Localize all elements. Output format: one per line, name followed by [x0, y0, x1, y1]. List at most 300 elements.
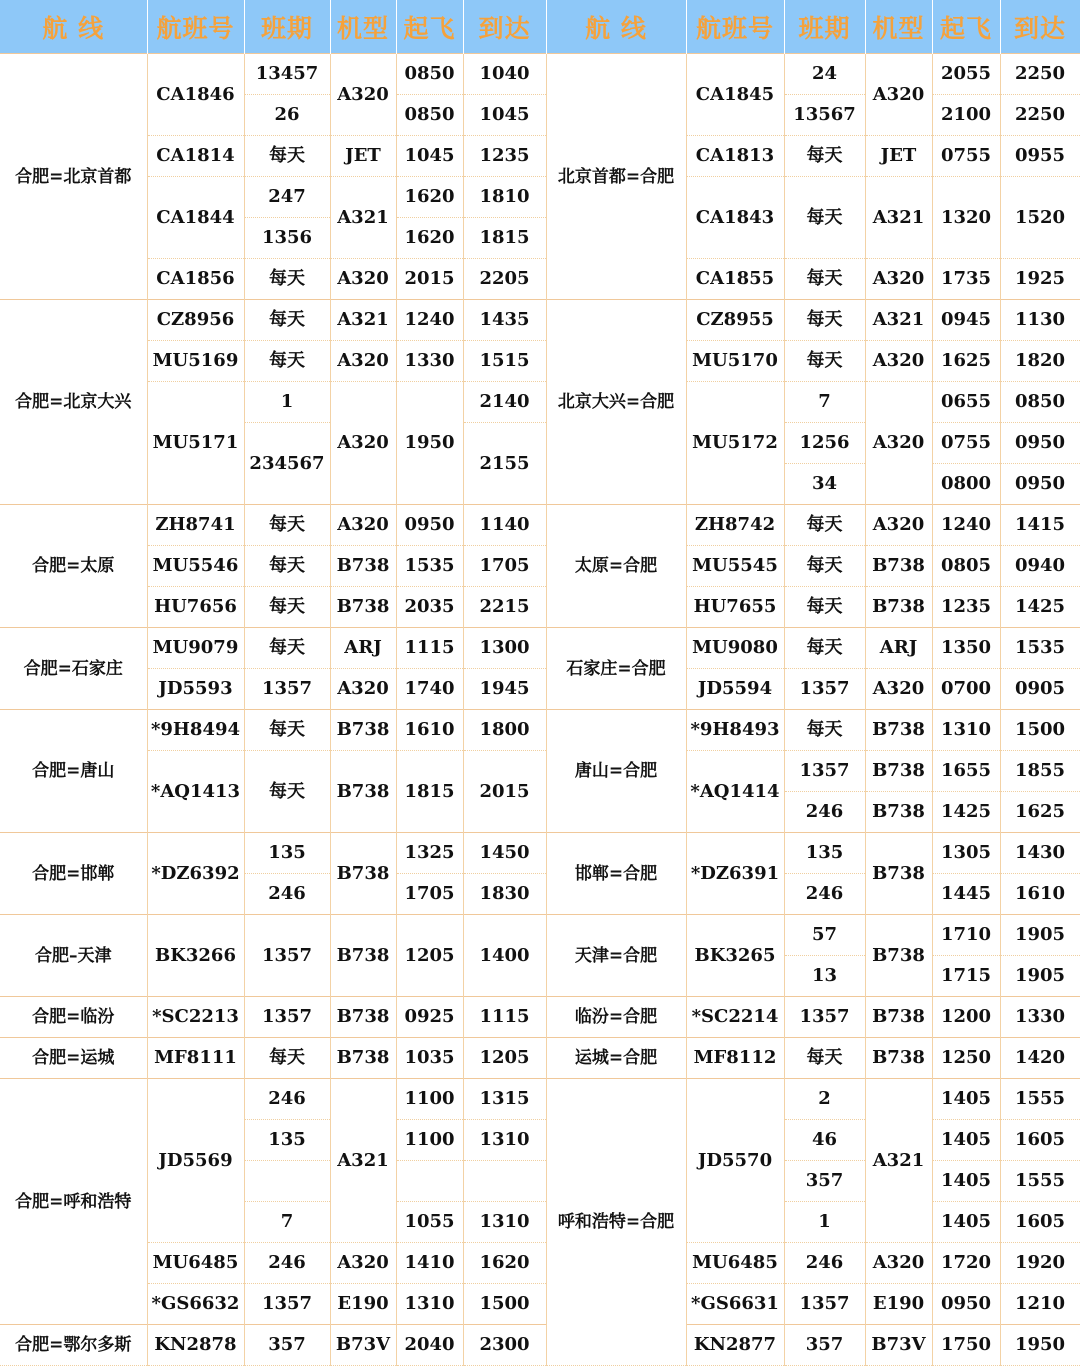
aircraft-cell: A321 — [865, 300, 932, 341]
aircraft-cell: B738 — [330, 1038, 396, 1079]
route-cell: 合肥=临汾 — [0, 997, 147, 1038]
days-cell: 135 — [244, 1120, 330, 1161]
aircraft-cell: B738 — [865, 915, 932, 997]
arrive-cell: 1515 — [463, 341, 546, 382]
table-row — [0, 710, 1080, 751]
table-row — [0, 751, 1080, 792]
days-cell: 每天 — [244, 259, 330, 300]
days-cell: 每天 — [244, 136, 330, 177]
depart-cell: 1305 — [932, 833, 1000, 874]
depart-cell: 1325 — [396, 833, 463, 874]
days-cell: 357 — [244, 1325, 330, 1366]
depart-cell: 0950 — [932, 1284, 1000, 1325]
arrive-cell: 1555 — [1000, 1161, 1080, 1202]
depart-cell: 1625 — [932, 341, 1000, 382]
aircraft-cell: A320 — [865, 341, 932, 382]
depart-cell: 1405 — [932, 1161, 1000, 1202]
days-cell: 1357 — [784, 751, 865, 792]
days-cell: 13457 — [244, 54, 330, 95]
depart-cell: 0850 — [396, 95, 463, 136]
table-row — [0, 628, 1080, 669]
header-route: 航 线 — [0, 0, 147, 54]
flight-cell: MU5169 — [147, 341, 244, 382]
arrive-cell: 1210 — [1000, 1284, 1080, 1325]
flight-cell: JD5570 — [686, 1079, 784, 1243]
depart-cell: 1405 — [932, 1202, 1000, 1243]
flight-cell: JD5569 — [147, 1079, 244, 1243]
days-cell: 135 — [244, 833, 330, 874]
table-row — [0, 669, 1080, 710]
days-cell: 每天 — [244, 341, 330, 382]
aircraft-cell: A320 — [330, 669, 396, 710]
depart-cell: 1620 — [396, 218, 463, 259]
header-aircraft-return: 机型 — [865, 0, 932, 54]
aircraft-cell: B738 — [865, 751, 932, 792]
table-row — [0, 587, 1080, 628]
flight-cell: CA1845 — [686, 54, 784, 136]
arrive-cell: 1500 — [1000, 710, 1080, 751]
route-cell: 合肥–天津 — [0, 915, 147, 997]
aircraft-cell: B738 — [865, 546, 932, 587]
days-cell: 每天 — [244, 587, 330, 628]
depart-cell: 2100 — [932, 95, 1000, 136]
arrive-cell: 1855 — [1000, 751, 1080, 792]
days-cell: 1 — [244, 382, 330, 423]
days-cell: 每天 — [784, 259, 865, 300]
arrive-cell: 1415 — [1000, 505, 1080, 546]
arrive-cell: 2250 — [1000, 54, 1080, 95]
days-cell: 135 — [784, 833, 865, 874]
days-cell: 每天 — [784, 505, 865, 546]
flight-cell: CA1813 — [686, 136, 784, 177]
days-cell: 246 — [244, 1243, 330, 1284]
days-cell: 每天 — [244, 710, 330, 751]
days-cell: 每天 — [784, 136, 865, 177]
days-cell: 34 — [784, 464, 865, 505]
depart-cell: 1035 — [396, 1038, 463, 1079]
arrive-cell: 0905 — [1000, 669, 1080, 710]
depart-cell: 1405 — [932, 1079, 1000, 1120]
depart-cell: 0755 — [932, 423, 1000, 464]
flight-cell: JD5593 — [147, 669, 244, 710]
arrive-cell: 1520 — [1000, 177, 1080, 259]
depart-cell: 1425 — [932, 792, 1000, 833]
arrive-cell: 1450 — [463, 833, 546, 874]
arrive-cell: 1425 — [1000, 587, 1080, 628]
depart-cell: 1610 — [396, 710, 463, 751]
arrive-cell: 1555 — [1000, 1079, 1080, 1120]
flight-cell: MU9079 — [147, 628, 244, 669]
depart-cell: 1100 — [396, 1079, 463, 1120]
arrive-cell: 2015 — [463, 751, 546, 833]
depart-cell: 1205 — [396, 915, 463, 997]
flight-cell: *9H8494 — [147, 710, 244, 751]
flight-cell: MU5170 — [686, 341, 784, 382]
days-cell: 1357 — [244, 1284, 330, 1325]
route-cell: 北京大兴=合肥 — [546, 300, 686, 505]
flight-cell: CA1846 — [147, 54, 244, 136]
flight-cell: ZH8742 — [686, 505, 784, 546]
days-cell: 7 — [784, 382, 865, 423]
depart-cell: 0945 — [932, 300, 1000, 341]
depart-cell: 1310 — [932, 710, 1000, 751]
aircraft-cell: B738 — [330, 546, 396, 587]
depart-cell: 1750 — [932, 1325, 1000, 1366]
flight-cell: CA1814 — [147, 136, 244, 177]
flight-cell: KN2877 — [686, 1325, 784, 1366]
route-cell: 唐山=合肥 — [546, 710, 686, 833]
depart-cell: 1710 — [932, 915, 1000, 956]
days-cell: 246 — [244, 1079, 330, 1120]
days-cell: 每天 — [244, 628, 330, 669]
route-cell: 呼和浩特=合肥 — [546, 1079, 686, 1366]
route-cell: 太原=合肥 — [546, 505, 686, 628]
depart-cell: 1815 — [396, 751, 463, 833]
aircraft-cell: B73V — [330, 1325, 396, 1366]
depart-cell: 1720 — [932, 1243, 1000, 1284]
arrive-cell: 1610 — [1000, 874, 1080, 915]
depart-cell: 1735 — [932, 259, 1000, 300]
flight-cell: BK3265 — [686, 915, 784, 997]
arrive-cell: 2215 — [463, 587, 546, 628]
days-cell: 1356 — [244, 218, 330, 259]
arrive-cell: 0955 — [1000, 136, 1080, 177]
flight-cell: *AQ1414 — [686, 751, 784, 833]
arrive-cell: 1815 — [463, 218, 546, 259]
arrive-cell: 1625 — [1000, 792, 1080, 833]
days-cell: 每天 — [784, 341, 865, 382]
days-cell: 26 — [244, 95, 330, 136]
arrive-cell: 2140 — [463, 382, 546, 423]
aircraft-cell: A320 — [865, 505, 932, 546]
flight-cell: *AQ1413 — [147, 751, 244, 833]
depart-cell-empty — [396, 1161, 463, 1202]
arrive-cell: 1040 — [463, 54, 546, 95]
depart-cell: 1740 — [396, 669, 463, 710]
depart-cell: 1240 — [932, 505, 1000, 546]
depart-cell: 1445 — [932, 874, 1000, 915]
days-cell: 357 — [784, 1325, 865, 1366]
header-depart: 起飞 — [396, 0, 463, 54]
flight-cell: CA1843 — [686, 177, 784, 259]
depart-cell: 2040 — [396, 1325, 463, 1366]
flight-cell: CA1856 — [147, 259, 244, 300]
days-cell: 每天 — [784, 177, 865, 259]
arrive-cell: 1950 — [1000, 1325, 1080, 1366]
depart-cell: 1235 — [932, 587, 1000, 628]
aircraft-cell: B738 — [865, 997, 932, 1038]
flight-cell: BK3266 — [147, 915, 244, 997]
table-row — [0, 177, 1080, 218]
aircraft-cell: A321 — [330, 1079, 396, 1243]
table-row — [0, 1325, 1080, 1366]
arrive-cell: 1535 — [1000, 628, 1080, 669]
arrive-cell: 1330 — [1000, 997, 1080, 1038]
days-cell: 每天 — [784, 1038, 865, 1079]
days-cell: 每天 — [244, 300, 330, 341]
flight-cell: CZ8955 — [686, 300, 784, 341]
aircraft-cell: B738 — [865, 833, 932, 915]
days-cell: 57 — [784, 915, 865, 956]
flight-cell: CZ8956 — [147, 300, 244, 341]
flight-cell: JD5594 — [686, 669, 784, 710]
depart-cell: 0850 — [396, 54, 463, 95]
header-flight-return: 航班号 — [686, 0, 784, 54]
arrive-cell: 2155 — [463, 423, 546, 505]
arrive-cell: 0940 — [1000, 546, 1080, 587]
flight-cell: *SC2214 — [686, 997, 784, 1038]
aircraft-cell: B738 — [865, 1038, 932, 1079]
depart-cell: 0800 — [932, 464, 1000, 505]
flight-cell: MU6485 — [686, 1243, 784, 1284]
flight-cell: MU9080 — [686, 628, 784, 669]
depart-cell: 1705 — [396, 874, 463, 915]
arrive-cell: 1500 — [463, 1284, 546, 1325]
flight-cell: *9H8493 — [686, 710, 784, 751]
arrive-cell: 1830 — [463, 874, 546, 915]
arrive-cell: 0950 — [1000, 464, 1080, 505]
aircraft-cell: JET — [330, 136, 396, 177]
aircraft-cell: E190 — [865, 1284, 932, 1325]
arrive-cell: 1310 — [463, 1120, 546, 1161]
days-cell: 1357 — [244, 669, 330, 710]
flight-cell: *DZ6392 — [147, 833, 244, 915]
depart-cell: 0655 — [932, 382, 1000, 423]
arrive-cell: 1800 — [463, 710, 546, 751]
aircraft-cell: A320 — [865, 259, 932, 300]
header-aircraft: 机型 — [330, 0, 396, 54]
arrive-cell: 1945 — [463, 669, 546, 710]
arrive-cell: 1810 — [463, 177, 546, 218]
route-cell: 合肥=鄂尔多斯 — [0, 1325, 147, 1366]
arrive-cell: 1435 — [463, 300, 546, 341]
days-cell: 1256 — [784, 423, 865, 464]
header-route-return: 航 线 — [546, 0, 686, 54]
depart-cell: 1950 — [396, 382, 463, 505]
depart-cell: 1115 — [396, 628, 463, 669]
table-row — [0, 259, 1080, 300]
arrive-cell: 1130 — [1000, 300, 1080, 341]
table-row — [0, 1243, 1080, 1284]
table-row — [0, 546, 1080, 587]
depart-cell: 0700 — [932, 669, 1000, 710]
aircraft-cell: B738 — [330, 751, 396, 833]
depart-cell: 0925 — [396, 997, 463, 1038]
days-cell: 46 — [784, 1120, 865, 1161]
depart-cell: 1250 — [932, 1038, 1000, 1079]
depart-cell: 2055 — [932, 54, 1000, 95]
aircraft-cell: A320 — [330, 259, 396, 300]
depart-cell: 1715 — [932, 956, 1000, 997]
days-cell: 每天 — [784, 628, 865, 669]
flight-cell: ZH8741 — [147, 505, 244, 546]
days-cell: 1357 — [784, 1284, 865, 1325]
aircraft-cell: B738 — [330, 587, 396, 628]
aircraft-cell: JET — [865, 136, 932, 177]
depart-cell: 1535 — [396, 546, 463, 587]
aircraft-cell: B73V — [865, 1325, 932, 1366]
depart-cell: 1405 — [932, 1120, 1000, 1161]
aircraft-cell: A320 — [865, 382, 932, 505]
days-cell: 每天 — [244, 546, 330, 587]
days-cell: 246 — [784, 1243, 865, 1284]
table-row — [0, 1038, 1080, 1079]
arrive-cell: 1920 — [1000, 1243, 1080, 1284]
arrive-cell: 2205 — [463, 259, 546, 300]
depart-cell: 1330 — [396, 341, 463, 382]
days-cell: 357 — [784, 1161, 865, 1202]
header-days: 班期 — [244, 0, 330, 54]
arrive-cell: 2250 — [1000, 95, 1080, 136]
aircraft-cell: B738 — [330, 997, 396, 1038]
header-days-return: 班期 — [784, 0, 865, 54]
table-row — [0, 1284, 1080, 1325]
days-cell: 246 — [244, 874, 330, 915]
header-flight: 航班号 — [147, 0, 244, 54]
days-cell: 13 — [784, 956, 865, 997]
table-row — [0, 915, 1080, 956]
flight-cell: CA1855 — [686, 259, 784, 300]
arrive-cell: 1140 — [463, 505, 546, 546]
days-cell: 每天 — [784, 300, 865, 341]
arrive-cell: 1420 — [1000, 1038, 1080, 1079]
route-cell: 合肥=邯郸 — [0, 833, 147, 915]
arrive-cell: 1905 — [1000, 956, 1080, 997]
route-cell: 合肥=运城 — [0, 1038, 147, 1079]
days-cell: 1 — [784, 1202, 865, 1243]
flight-cell: MF8112 — [686, 1038, 784, 1079]
depart-cell: 1045 — [396, 136, 463, 177]
depart-cell: 1620 — [396, 177, 463, 218]
flight-cell: *SC2213 — [147, 997, 244, 1038]
days-cell: 1357 — [244, 997, 330, 1038]
depart-cell: 1655 — [932, 751, 1000, 792]
arrive-cell: 1905 — [1000, 915, 1080, 956]
table-row — [0, 997, 1080, 1038]
arrive-cell: 1115 — [463, 997, 546, 1038]
route-cell: 石家庄=合肥 — [546, 628, 686, 710]
arrive-cell: 1605 — [1000, 1120, 1080, 1161]
arrive-cell: 1310 — [463, 1202, 546, 1243]
aircraft-cell: B738 — [330, 915, 396, 997]
days-cell: 246 — [784, 792, 865, 833]
flight-cell: MU5172 — [686, 382, 784, 505]
table-row — [0, 54, 1080, 95]
route-cell: 合肥=石家庄 — [0, 628, 147, 710]
header-arrive-return: 到达 — [1000, 0, 1080, 54]
route-cell: 临汾=合肥 — [546, 997, 686, 1038]
days-cell: 每天 — [784, 587, 865, 628]
aircraft-cell: B738 — [330, 710, 396, 751]
route-cell: 邯郸=合肥 — [546, 833, 686, 915]
depart-cell: 1350 — [932, 628, 1000, 669]
days-cell: 1357 — [784, 997, 865, 1038]
arrive-cell: 1925 — [1000, 259, 1080, 300]
depart-cell: 1320 — [932, 177, 1000, 259]
table-row — [0, 505, 1080, 546]
aircraft-cell: B738 — [865, 587, 932, 628]
aircraft-cell: A320 — [865, 54, 932, 136]
depart-cell: 2035 — [396, 587, 463, 628]
aircraft-cell: A320 — [330, 341, 396, 382]
days-cell: 24 — [784, 54, 865, 95]
flight-cell: HU7656 — [147, 587, 244, 628]
days-cell: 1357 — [784, 669, 865, 710]
route-cell: 合肥=呼和浩特 — [0, 1079, 147, 1325]
route-cell: 天津=合肥 — [546, 915, 686, 997]
flight-cell: MU5545 — [686, 546, 784, 587]
days-cell: 7 — [244, 1202, 330, 1243]
header-depart-return: 起飞 — [932, 0, 1000, 54]
arrive-cell: 1315 — [463, 1079, 546, 1120]
arrive-cell-empty — [463, 1161, 546, 1202]
days-cell: 每天 — [244, 505, 330, 546]
days-cell-empty — [244, 1161, 330, 1202]
depart-cell: 0805 — [932, 546, 1000, 587]
aircraft-cell: E190 — [330, 1284, 396, 1325]
flight-cell: *GS6631 — [686, 1284, 784, 1325]
aircraft-cell: A321 — [865, 1079, 932, 1243]
route-cell: 合肥=北京大兴 — [0, 300, 147, 505]
days-cell: 每天 — [244, 1038, 330, 1079]
aircraft-cell: ARJ — [865, 628, 932, 669]
aircraft-cell: A320 — [865, 1243, 932, 1284]
arrive-cell: 0850 — [1000, 382, 1080, 423]
days-cell: 每天 — [244, 751, 330, 833]
table-row — [0, 382, 1080, 423]
flight-cell: *GS6632 — [147, 1284, 244, 1325]
depart-cell: 1410 — [396, 1243, 463, 1284]
aircraft-cell: A320 — [865, 669, 932, 710]
arrive-cell: 1400 — [463, 915, 546, 997]
table-row — [0, 136, 1080, 177]
flight-cell: MU6485 — [147, 1243, 244, 1284]
arrive-cell: 1235 — [463, 136, 546, 177]
depart-cell: 1055 — [396, 1202, 463, 1243]
flight-cell: *DZ6391 — [686, 833, 784, 915]
aircraft-cell: B738 — [330, 833, 396, 915]
arrive-cell: 1430 — [1000, 833, 1080, 874]
days-cell: 每天 — [784, 710, 865, 751]
table-row — [0, 300, 1080, 341]
table-header-row — [0, 0, 1080, 54]
arrive-cell: 1045 — [463, 95, 546, 136]
depart-cell: 0950 — [396, 505, 463, 546]
arrive-cell: 2300 — [463, 1325, 546, 1366]
flight-cell: KN2878 — [147, 1325, 244, 1366]
aircraft-cell: A321 — [330, 177, 396, 259]
arrive-cell: 1300 — [463, 628, 546, 669]
arrive-cell: 1205 — [463, 1038, 546, 1079]
flight-cell: MU5546 — [147, 546, 244, 587]
aircraft-cell: A321 — [330, 300, 396, 341]
aircraft-cell: A320 — [330, 382, 396, 505]
header-arrive: 到达 — [463, 0, 546, 54]
arrive-cell: 1820 — [1000, 341, 1080, 382]
depart-cell: 2015 — [396, 259, 463, 300]
route-cell: 北京首都=合肥 — [546, 54, 686, 300]
aircraft-cell: A320 — [330, 1243, 396, 1284]
days-cell: 1357 — [244, 915, 330, 997]
days-cell: 13567 — [784, 95, 865, 136]
table-row — [0, 833, 1080, 874]
days-cell: 247 — [244, 177, 330, 218]
arrive-cell: 1605 — [1000, 1202, 1080, 1243]
days-cell: 2 — [784, 1079, 865, 1120]
table-row — [0, 1079, 1080, 1120]
depart-cell: 0755 — [932, 136, 1000, 177]
depart-cell: 1310 — [396, 1284, 463, 1325]
